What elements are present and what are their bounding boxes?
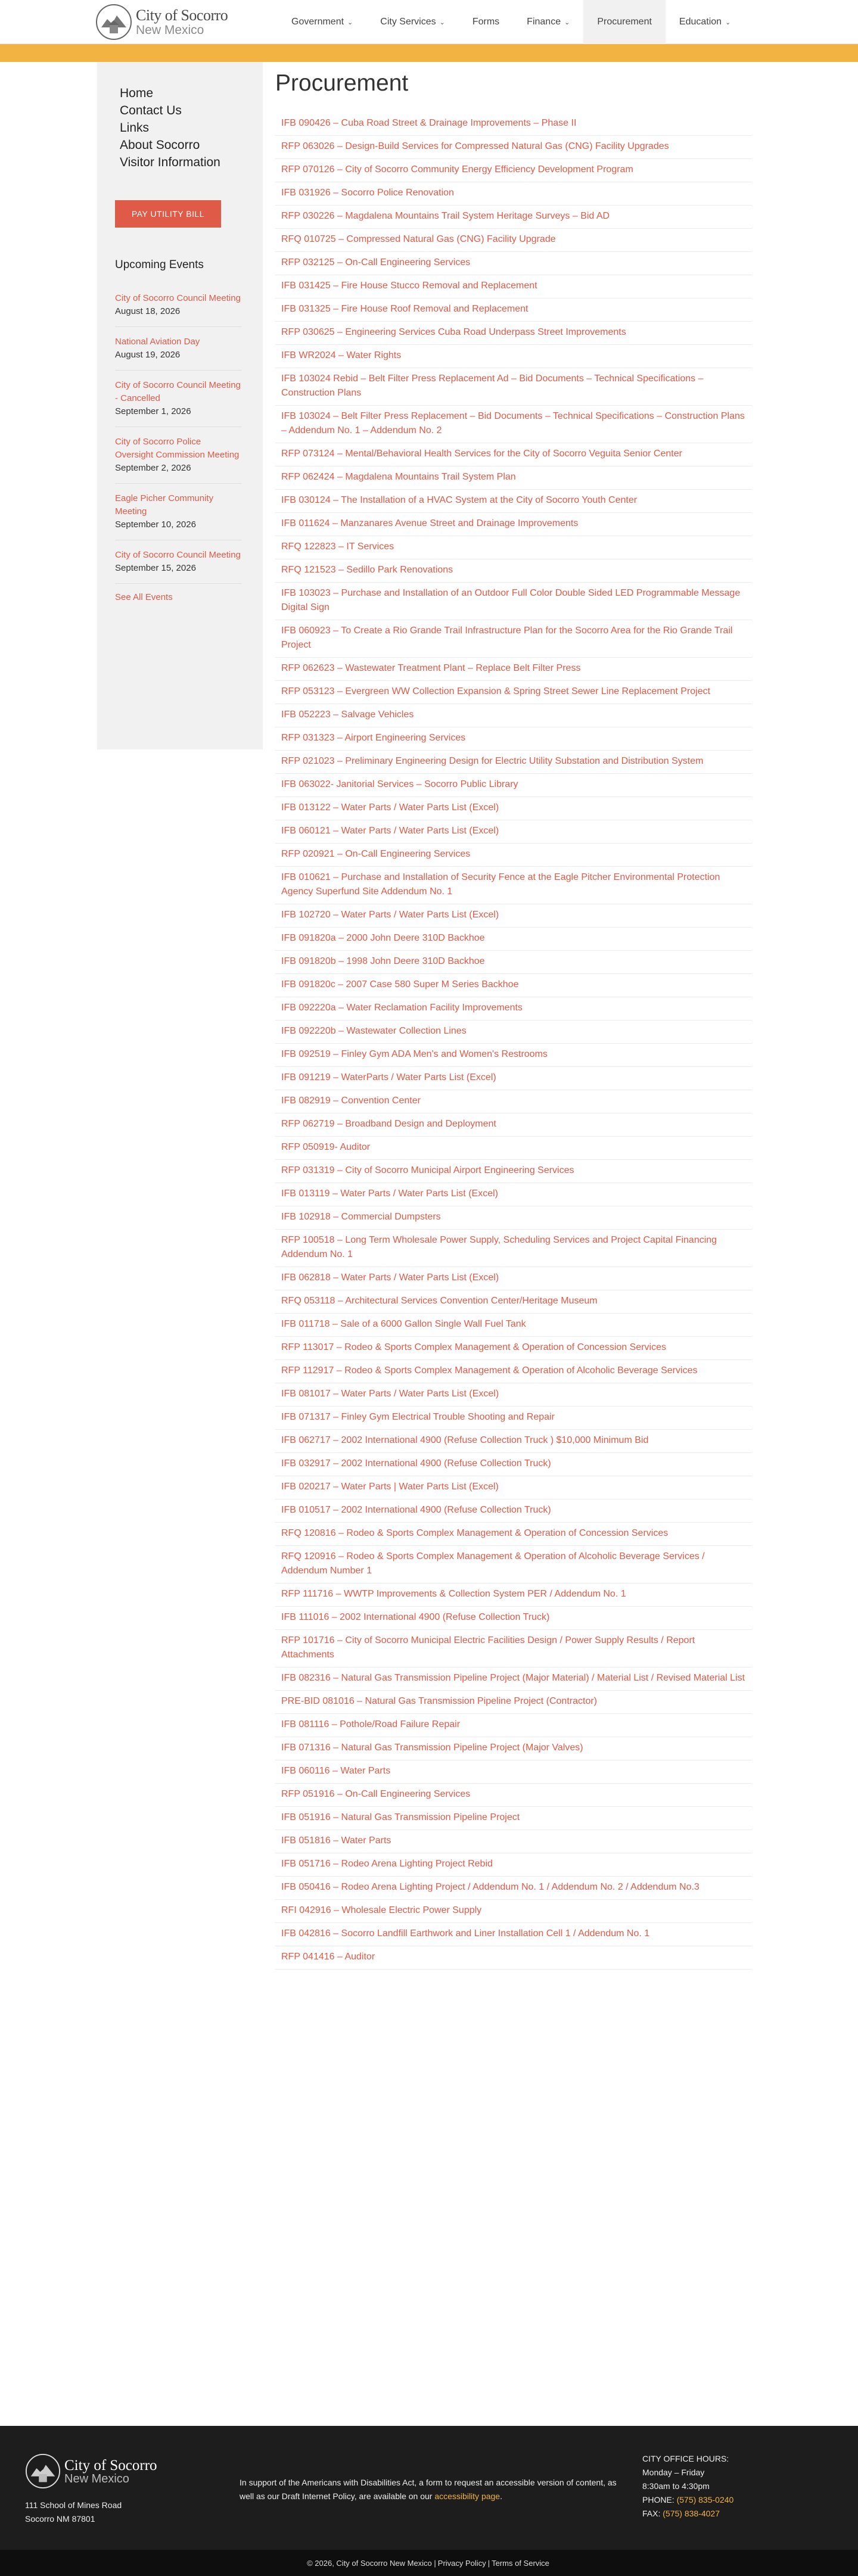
procurement-link[interactable]: RFP 062623 – Wastewater Treatment Plant – Replace Belt Filter Press xyxy=(281,663,581,673)
list-item xyxy=(275,1230,752,1267)
nav-item-government[interactable] xyxy=(278,0,366,44)
nav-item-label: Finance xyxy=(527,17,561,27)
list-item xyxy=(275,1946,752,1970)
nav-item-label: Procurement xyxy=(597,17,652,27)
logo-subtitle: New Mexico xyxy=(136,23,204,37)
ada-notice xyxy=(240,2476,621,2503)
list-item xyxy=(275,275,752,298)
list-item xyxy=(275,345,752,368)
procurement-link[interactable]: RFP 111716 – WWTP Improvements & Collection System PER / Addendum No. 1 xyxy=(281,1589,626,1599)
list-item xyxy=(275,1430,752,1453)
list-item xyxy=(275,867,752,904)
privacy-policy-link[interactable]: Privacy Policy xyxy=(437,2558,486,2568)
procurement-link[interactable]: IFB 062717 – 2002 International 4900 (Refuse Collection Truck ) $10,000 Minimum Bid xyxy=(281,1435,649,1445)
procurement-link[interactable]: IFB 091219 – WaterParts / Water Parts List (Excel) xyxy=(281,1072,496,1082)
ada-text: In support of the Americans with Disabilities Act, a form to request an accessible version of content, as well as our Draft Internet Policy, are available on our xyxy=(240,2478,617,2501)
procurement-link[interactable]: IFB 052223 – Salvage Vehicles xyxy=(281,710,414,720)
list-item xyxy=(275,1760,752,1784)
list-item xyxy=(275,658,752,681)
list-item xyxy=(275,252,752,275)
list-item xyxy=(275,1314,752,1337)
list-item xyxy=(275,1183,752,1206)
procurement-link[interactable]: RFQ 120916 – Rodeo & Sports Complex Management & Operation of Alcoholic Beverage Services / Addendum Number 1 xyxy=(281,1551,705,1576)
main-nav xyxy=(278,0,744,44)
main-content xyxy=(275,70,752,1970)
list-item xyxy=(275,136,752,159)
procurement-link[interactable]: RFQ 120816 – Rodeo & Sports Complex Management & Operation of Concession Services xyxy=(281,1528,669,1538)
procurement-link[interactable]: IFB 031425 – Fire House Stucco Removal and Replacement xyxy=(281,281,537,291)
copyright-bar xyxy=(0,2550,858,2576)
list-item xyxy=(275,443,752,466)
event-date: August 18, 2026 xyxy=(115,306,181,316)
list-item xyxy=(275,1853,752,1877)
event-item xyxy=(115,335,241,371)
procurement-link[interactable]: IFB 051916 – Natural Gas Transmission Pipeline Project xyxy=(281,1812,520,1822)
list-item xyxy=(275,1583,752,1607)
procurement-link[interactable]: IFB 091820c – 2007 Case 580 Super M Series Backhoe xyxy=(281,979,519,990)
list-item xyxy=(275,1630,752,1667)
list-item xyxy=(275,1714,752,1737)
procurement-link[interactable]: IFB 011624 – Manzanares Avenue Street and Drainage Improvements xyxy=(281,518,579,528)
list-item xyxy=(275,751,752,774)
list-item xyxy=(275,1337,752,1360)
procurement-link[interactable]: RFQ 122823 – IT Services xyxy=(281,542,394,552)
sidebar-link-about-socorro[interactable]: About Socorro xyxy=(120,138,200,152)
list-item xyxy=(275,1923,752,1946)
sidebar xyxy=(97,62,263,749)
office-hours xyxy=(642,2452,733,2521)
procurement-link[interactable]: IFB 050416 – Rodeo Arena Lighting Project / Addendum No. 1 / Addendum No. 2 / Addendum No.3 xyxy=(281,1882,700,1892)
procurement-link[interactable]: IFB 092220b – Wastewater Collection Lines xyxy=(281,1026,467,1036)
event-item xyxy=(115,435,241,484)
list-item xyxy=(275,1113,752,1137)
phone-link[interactable]: (575) 835-0240 xyxy=(676,2495,734,2505)
list-item xyxy=(275,368,752,406)
event-date: August 19, 2026 xyxy=(115,350,181,360)
see-all-events-link[interactable]: See All Events xyxy=(115,592,173,602)
procurement-link[interactable]: RFP 101716 – City of Socorro Municipal Electric Facilities Design / Power Supply Results / Report Attachments xyxy=(281,1635,695,1660)
chevron-down-icon: ⌄ xyxy=(347,18,353,26)
procurement-link[interactable]: RFP 031323 – Airport Engineering Services xyxy=(281,733,466,743)
procurement-link[interactable]: RFQ 053118 – Architectural Services Convention Center/Heritage Museum xyxy=(281,1296,598,1306)
site-logo[interactable] xyxy=(95,4,228,41)
site-header xyxy=(0,0,858,44)
list-item xyxy=(275,113,752,136)
sidebar-links xyxy=(97,62,263,171)
list-item xyxy=(275,1476,752,1499)
procurement-link[interactable]: RFP 021023 – Preliminary Engineering Design for Electric Utility Substation and Distribution System xyxy=(281,756,704,766)
list-item xyxy=(275,1784,752,1807)
list-item xyxy=(275,1667,752,1691)
sidebar-link-links[interactable]: Links xyxy=(120,121,150,135)
city-seal-icon xyxy=(95,4,132,41)
list-item xyxy=(275,1499,752,1523)
list-item xyxy=(275,1267,752,1290)
list-item xyxy=(275,904,752,928)
procurement-link[interactable]: RFP 041416 – Auditor xyxy=(281,1952,375,1962)
events-list xyxy=(115,292,241,602)
list-item xyxy=(275,1691,752,1714)
list-item xyxy=(275,1453,752,1476)
terms-of-service-link[interactable]: Terms of Service xyxy=(492,2558,549,2568)
list-item xyxy=(275,704,752,727)
upcoming-events-title: Upcoming Events xyxy=(115,259,204,271)
procurement-link[interactable]: IFB 010621 – Purchase and Installation of Security Fence at the Eagle Pitcher Environmental Protection Agency Superfund Site Addendum No. 1 xyxy=(281,872,720,897)
list-item xyxy=(275,727,752,751)
sidebar-link-home[interactable]: Home xyxy=(120,86,154,100)
nav-item-city-services[interactable] xyxy=(366,0,459,44)
procurement-link[interactable]: IFB 103024 – Belt Filter Press Replacement – Bid Documents – Technical Specifications – Construction Plans – Addendum No. 1 – Addendum No. 2 xyxy=(281,411,745,435)
logo-title: City of Socorro xyxy=(136,7,228,24)
procurement-link[interactable]: IFB 102918 – Commercial Dumpsters xyxy=(281,1212,441,1222)
nav-item-label: Forms xyxy=(472,17,500,27)
event-link[interactable]: City of Socorro Council Meeting - Cancelled xyxy=(115,380,241,403)
procurement-link[interactable]: IFB 042816 – Socorro Landfill Earthwork and Liner Installation Cell 1 / Addendum No. 1 xyxy=(281,1928,650,1939)
nav-item-procurement[interactable] xyxy=(583,0,666,44)
event-link[interactable]: City of Socorro Police Oversight Commission Meeting xyxy=(115,437,240,460)
procurement-link[interactable]: IFB 051716 – Rodeo Arena Lighting Project Rebid xyxy=(281,1859,493,1869)
procurement-link[interactable]: RFP 050919- Auditor xyxy=(281,1142,371,1152)
list-item xyxy=(275,206,752,229)
sidebar-link-visitor-information[interactable]: Visitor Information xyxy=(120,155,220,169)
procurement-link[interactable]: IFB 092519 – Finley Gym ADA Men's and Women's Restrooms xyxy=(281,1049,548,1059)
list-item xyxy=(275,1407,752,1430)
nav-item-forms[interactable] xyxy=(459,0,513,44)
event-link[interactable]: City of Socorro Council Meeting xyxy=(115,293,241,303)
list-item xyxy=(275,1830,752,1853)
list-item xyxy=(275,774,752,797)
procurement-link[interactable]: RFP 053123 – Evergreen WW Collection Expansion & Spring Street Sewer Line Replacement Project xyxy=(281,686,711,696)
procurement-link[interactable]: RFP 113017 – Rodeo & Sports Complex Management & Operation of Concession Services xyxy=(281,1342,666,1352)
list-item xyxy=(275,536,752,559)
fax-link[interactable]: (575) 838-4027 xyxy=(663,2509,720,2518)
nav-item-label: City Services xyxy=(380,17,436,27)
list-item xyxy=(275,298,752,322)
fax-label: FAX: xyxy=(642,2509,661,2518)
event-item xyxy=(115,379,241,427)
procurement-link[interactable]: IFB 091820b – 1998 John Deere 310D Backhoe xyxy=(281,956,485,966)
list-item xyxy=(275,1067,752,1090)
procurement-link[interactable]: RFP 100518 – Long Term Wholesale Power Supply, Scheduling Services and Project Capital Financing Addendum No. 1 xyxy=(281,1235,717,1259)
list-item xyxy=(275,1383,752,1407)
list-item xyxy=(275,1360,752,1383)
separator: | xyxy=(487,2558,490,2568)
chevron-down-icon: ⌄ xyxy=(439,18,445,26)
sidebar-link-contact-us[interactable]: Contact Us xyxy=(120,104,182,117)
list-item xyxy=(275,1877,752,1900)
procurement-link[interactable]: IFB 081017 – Water Parts / Water Parts List (Excel) xyxy=(281,1389,499,1399)
list-item xyxy=(275,583,752,620)
event-link[interactable]: Eagle Picher Community Meeting xyxy=(115,493,214,517)
procurement-link[interactable]: RFP 051916 – On-Call Engineering Services xyxy=(281,1789,471,1799)
list-item xyxy=(275,1137,752,1160)
hours-time: 8:30am to 4:30pm xyxy=(642,2481,710,2491)
list-item xyxy=(275,1807,752,1830)
procurement-link[interactable]: IFB 051816 – Water Parts xyxy=(281,1835,391,1846)
footer-logo[interactable] xyxy=(25,2453,157,2489)
event-date: September 1, 2026 xyxy=(115,406,191,416)
list-item xyxy=(275,928,752,951)
pay-utility-bill-button[interactable]: PAY UTILITY BILL xyxy=(115,200,221,228)
procurement-link[interactable]: RFP 030625 – Engineering Services Cuba Road Underpass Street Improvements xyxy=(281,327,626,337)
event-date: September 10, 2026 xyxy=(115,519,196,530)
procurement-link[interactable]: RFI 042916 – Wholesale Electric Power Supply xyxy=(281,1905,482,1915)
procurement-link[interactable]: RFP 020921 – On-Call Engineering Services xyxy=(281,849,471,859)
footer-address xyxy=(25,2499,122,2526)
list-item xyxy=(275,797,752,820)
procurement-link[interactable]: IFB 060121 – Water Parts / Water Parts List (Excel) xyxy=(281,826,499,836)
list-item xyxy=(275,1021,752,1044)
procurement-link[interactable]: RFP 030226 – Magdalena Mountains Trail System Heritage Surveys – Bid AD xyxy=(281,211,610,221)
address-line2: Socorro NM 87801 xyxy=(25,2514,95,2524)
event-link[interactable]: National Aviation Day xyxy=(115,337,200,347)
procurement-link[interactable]: IFB 060116 – Water Parts xyxy=(281,1766,391,1776)
procurement-list xyxy=(275,113,752,1970)
procurement-link[interactable]: IFB 071316 – Natural Gas Transmission Pipeline Project (Major Valves) xyxy=(281,1743,583,1753)
event-date: September 15, 2026 xyxy=(115,563,196,573)
phone-label: PHONE: xyxy=(642,2495,674,2505)
procurement-link[interactable]: RFP 070126 – City of Socorro Community Energy Efficiency Development Program xyxy=(281,164,633,175)
procurement-link[interactable]: RFP 063026 – Design-Build Services for Compressed Natural Gas (CNG) Facility Upgrades xyxy=(281,141,669,151)
procurement-link[interactable]: IFB 082316 – Natural Gas Transmission Pipeline Project (Major Material) / Material List / Revised Material List xyxy=(281,1673,745,1683)
procurement-link[interactable]: IFB 031926 – Socorro Police Renovation xyxy=(281,188,454,198)
nav-item-education[interactable] xyxy=(666,0,744,44)
procurement-link[interactable]: IFB 013119 – Water Parts / Water Parts List (Excel) xyxy=(281,1189,498,1199)
procurement-link[interactable]: IFB 103024 Rebid – Belt Filter Press Replacement Ad – Bid Documents – Technical Specifications – Construction Plans xyxy=(281,374,704,398)
list-item xyxy=(275,159,752,182)
event-date: September 2, 2026 xyxy=(115,463,191,473)
list-item xyxy=(275,1044,752,1067)
procurement-link[interactable]: IFB 032917 – 2002 International 4900 (Refuse Collection Truck) xyxy=(281,1458,551,1469)
hours-title: CITY OFFICE HOURS: xyxy=(642,2454,729,2463)
procurement-link[interactable]: IFB 063022- Janitorial Services – Socorro Public Library xyxy=(281,779,518,789)
chevron-down-icon: ⌄ xyxy=(725,18,731,26)
procurement-link[interactable]: RFP 073124 – Mental/Behavioral Health Services for the City of Socorro Veguita Senior Center xyxy=(281,449,682,459)
procurement-link[interactable]: IFB 091820a – 2000 John Deere 310D Backhoe xyxy=(281,933,485,943)
list-item xyxy=(275,820,752,844)
list-item xyxy=(275,406,752,443)
copyright-text: © 2026, City of Socorro New Mexico | xyxy=(307,2558,436,2568)
nav-item-finance[interactable] xyxy=(513,0,583,44)
procurement-link[interactable]: IFB 011718 – Sale of a 6000 Gallon Single Wall Fuel Tank xyxy=(281,1319,526,1329)
procurement-link[interactable]: IFB WR2024 – Water Rights xyxy=(281,350,402,360)
list-item xyxy=(275,844,752,867)
procurement-link[interactable]: IFB 092220a – Water Reclamation Facility Improvements xyxy=(281,1003,523,1013)
procurement-link[interactable]: RFP 112917 – Rodeo & Sports Complex Management & Operation of Alcoholic Beverage Services xyxy=(281,1365,698,1376)
list-item xyxy=(275,1290,752,1314)
list-item xyxy=(275,1206,752,1230)
page-title: Procurement xyxy=(275,70,409,96)
procurement-link[interactable]: RFQ 121523 – Sedillo Park Renovations xyxy=(281,565,453,575)
list-item xyxy=(275,1523,752,1546)
accent-band xyxy=(0,44,858,62)
nav-item-label: Government xyxy=(291,17,344,27)
procurement-link[interactable]: IFB 030124 – The Installation of a HVAC System at the City of Socorro Youth Center xyxy=(281,495,638,505)
event-item xyxy=(115,292,241,327)
accessibility-page-link[interactable]: accessibility page xyxy=(434,2491,500,2501)
procurement-link[interactable]: IFB 103023 – Purchase and Installation of an Outdoor Full Color Double Sided LED Programmable Message Digital Sign xyxy=(281,588,741,612)
procurement-link[interactable]: IFB 081116 – Pothole/Road Failure Repair xyxy=(281,1719,461,1729)
procurement-link[interactable]: RFP 032125 – On-Call Engineering Services xyxy=(281,257,471,267)
city-seal-icon xyxy=(25,2453,61,2489)
procurement-link[interactable]: RFP 062719 – Broadband Design and Deployment xyxy=(281,1119,496,1129)
list-item xyxy=(275,559,752,583)
list-item xyxy=(275,490,752,513)
procurement-link[interactable]: IFB 013122 – Water Parts / Water Parts List (Excel) xyxy=(281,802,499,813)
hours-days: Monday – Friday xyxy=(642,2468,705,2477)
procurement-link[interactable]: IFB 071317 – Finley Gym Electrical Trouble Shooting and Repair xyxy=(281,1412,555,1422)
list-item xyxy=(275,1607,752,1630)
list-item xyxy=(275,1900,752,1923)
list-item xyxy=(275,1546,752,1583)
address-line1: 111 School of Mines Road xyxy=(25,2500,122,2510)
procurement-link[interactable]: IFB 060923 – To Create a Rio Grande Trail Infrastructure Plan for the Socorro Area for the Rio Grande Trail Project xyxy=(281,626,733,650)
list-item xyxy=(275,513,752,536)
procurement-link[interactable]: IFB 111016 – 2002 International 4900 (Refuse Collection Truck) xyxy=(281,1612,550,1622)
procurement-link[interactable]: IFB 102720 – Water Parts / Water Parts List (Excel) xyxy=(281,910,499,920)
list-item xyxy=(275,182,752,206)
footer-logo-title: City of Socorro xyxy=(64,2457,157,2474)
procurement-link[interactable]: IFB 090426 – Cuba Road Street & Drainage Improvements – Phase II xyxy=(281,118,577,128)
list-item xyxy=(275,1090,752,1113)
list-item xyxy=(275,997,752,1021)
ada-period: . xyxy=(500,2491,502,2501)
list-item xyxy=(275,620,752,658)
list-item xyxy=(275,322,752,345)
list-item xyxy=(275,974,752,997)
footer-logo-subtitle: New Mexico xyxy=(64,2472,129,2485)
procurement-link[interactable]: IFB 062818 – Water Parts / Water Parts List (Excel) xyxy=(281,1273,499,1283)
procurement-link[interactable]: IFB 082919 – Convention Center xyxy=(281,1096,421,1106)
event-item xyxy=(115,492,241,540)
procurement-link[interactable]: IFB 020217 – Water Parts | Water Parts List (Excel) xyxy=(281,1482,499,1492)
procurement-link[interactable]: RFP 031319 – City of Socorro Municipal Airport Engineering Services xyxy=(281,1165,574,1175)
list-item xyxy=(275,1737,752,1760)
procurement-link[interactable]: IFB 031325 – Fire House Roof Removal and Replacement xyxy=(281,304,529,314)
list-item xyxy=(275,466,752,490)
list-item xyxy=(275,1160,752,1183)
procurement-link[interactable]: RFQ 010725 – Compressed Natural Gas (CNG) Facility Upgrade xyxy=(281,234,556,244)
nav-item-label: Education xyxy=(679,17,722,27)
procurement-link[interactable]: IFB 010517 – 2002 International 4900 (Refuse Collection Truck) xyxy=(281,1505,551,1515)
event-item xyxy=(115,549,241,584)
list-item xyxy=(275,951,752,974)
event-link[interactable]: City of Socorro Council Meeting xyxy=(115,550,241,560)
list-item xyxy=(275,229,752,252)
procurement-link[interactable]: PRE-BID 081016 – Natural Gas Transmission Pipeline Project (Contractor) xyxy=(281,1696,597,1706)
procurement-link[interactable]: RFP 062424 – Magdalena Mountains Trail System Plan xyxy=(281,472,516,482)
list-item xyxy=(275,681,752,704)
chevron-down-icon: ⌄ xyxy=(564,18,570,26)
